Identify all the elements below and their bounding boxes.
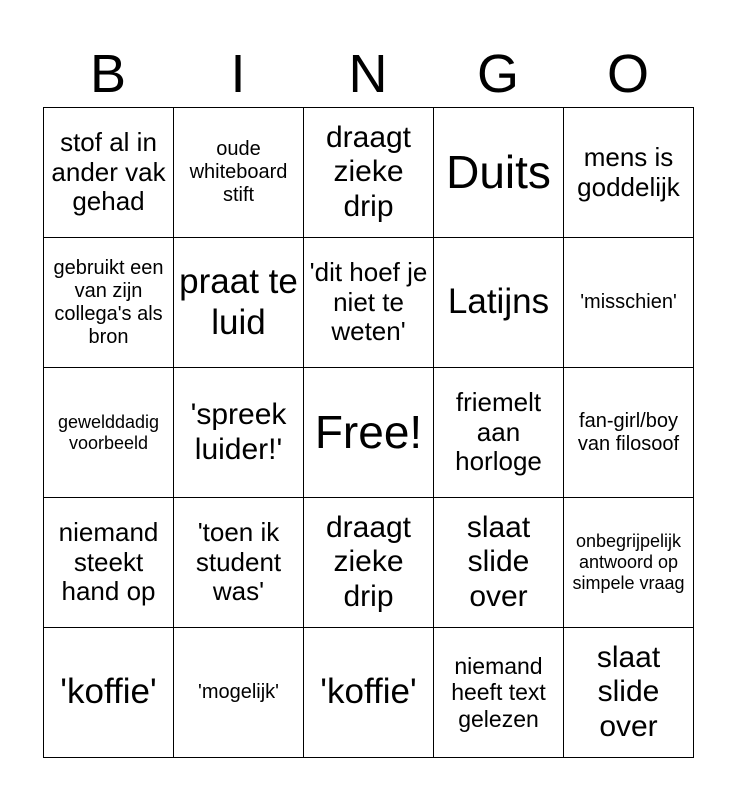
- cell-text: niemand heeft text gelezen: [451, 652, 546, 732]
- cell-text: onbegrijpelijk antwoord op simpele vraag: [572, 531, 685, 593]
- cell-text: oude whiteboard stift: [189, 138, 288, 206]
- bingo-cell-r2c1[interactable]: [44, 238, 174, 368]
- cell-text: slaat slide over: [466, 510, 531, 613]
- bingo-cell-r5c3[interactable]: [304, 628, 434, 758]
- cell-text: gewelddadig voorbeeld: [57, 411, 160, 453]
- bingo-board: [43, 107, 694, 758]
- header-letter-b: B: [89, 44, 127, 104]
- cell-text: praat te luid: [179, 262, 298, 342]
- cell-text: 'dit hoef je niet te weten': [309, 256, 428, 347]
- bingo-cell-r4c5[interactable]: [564, 498, 694, 628]
- cell-text: Latijns: [447, 282, 550, 322]
- bingo-cell-r2c4[interactable]: [434, 238, 564, 368]
- free-space-text: Free!: [314, 406, 423, 459]
- cell-text: 'mogelijk': [198, 681, 279, 703]
- cell-text: gebruikt een van zijn collega's als bron: [53, 256, 164, 348]
- bingo-cell-r1c2[interactable]: [174, 108, 304, 238]
- bingo-cell-r4c4[interactable]: [434, 498, 564, 628]
- bingo-cell-r2c5[interactable]: [564, 238, 694, 368]
- bingo-cell-r3c5[interactable]: [564, 368, 694, 498]
- bingo-cell-r1c1[interactable]: [44, 108, 174, 238]
- bingo-cell-r4c1[interactable]: [44, 498, 174, 628]
- bingo-cell-r5c4[interactable]: [434, 628, 564, 758]
- bingo-cell-r3c1[interactable]: [44, 368, 174, 498]
- bingo-cell-r1c5[interactable]: [564, 108, 694, 238]
- cell-text: 'misschien': [580, 291, 677, 313]
- cell-text: draagt zieke drip: [325, 120, 412, 223]
- cell-text: 'koffie': [320, 672, 417, 712]
- header-letter-o: O: [606, 44, 649, 104]
- cell-text: 'koffie': [60, 672, 157, 712]
- header-letter-n: N: [348, 44, 388, 104]
- bingo-cell-r3c2[interactable]: [174, 368, 304, 498]
- bingo-cell-r5c2[interactable]: [174, 628, 304, 758]
- bingo-cell-r5c5[interactable]: [564, 628, 694, 758]
- cell-text: stof al in ander vak gehad: [51, 126, 166, 217]
- cell-text: mens is goddelijk: [577, 141, 680, 202]
- cell-text: niemand steekt hand op: [58, 516, 159, 607]
- cell-text: draagt zieke drip: [325, 510, 412, 613]
- header-letter-i: I: [230, 44, 246, 104]
- bingo-cell-r2c2[interactable]: [174, 238, 304, 368]
- bingo-cell-r1c4[interactable]: [434, 108, 564, 238]
- bingo-cell-r3c4[interactable]: [434, 368, 564, 498]
- cell-text: 'spreek luider!': [190, 398, 287, 466]
- cell-text: Duits: [446, 146, 551, 199]
- bingo-cell-r5c1[interactable]: [44, 628, 174, 758]
- cell-text: slaat slide over: [596, 640, 661, 743]
- cell-text: 'toen ik student was': [195, 516, 282, 607]
- cell-text: friemelt aan horloge: [455, 386, 542, 477]
- bingo-header: [43, 40, 693, 108]
- bingo-cell-r4c2[interactable]: [174, 498, 304, 628]
- bingo-cell-r3c3-free[interactable]: [304, 368, 434, 498]
- header-letter-g: G: [476, 44, 519, 104]
- cell-text: fan-girl/boy van filosoof: [577, 409, 680, 455]
- bingo-cell-r4c3[interactable]: [304, 498, 434, 628]
- bingo-cell-r1c3[interactable]: [304, 108, 434, 238]
- bingo-cell-r2c3[interactable]: [304, 238, 434, 368]
